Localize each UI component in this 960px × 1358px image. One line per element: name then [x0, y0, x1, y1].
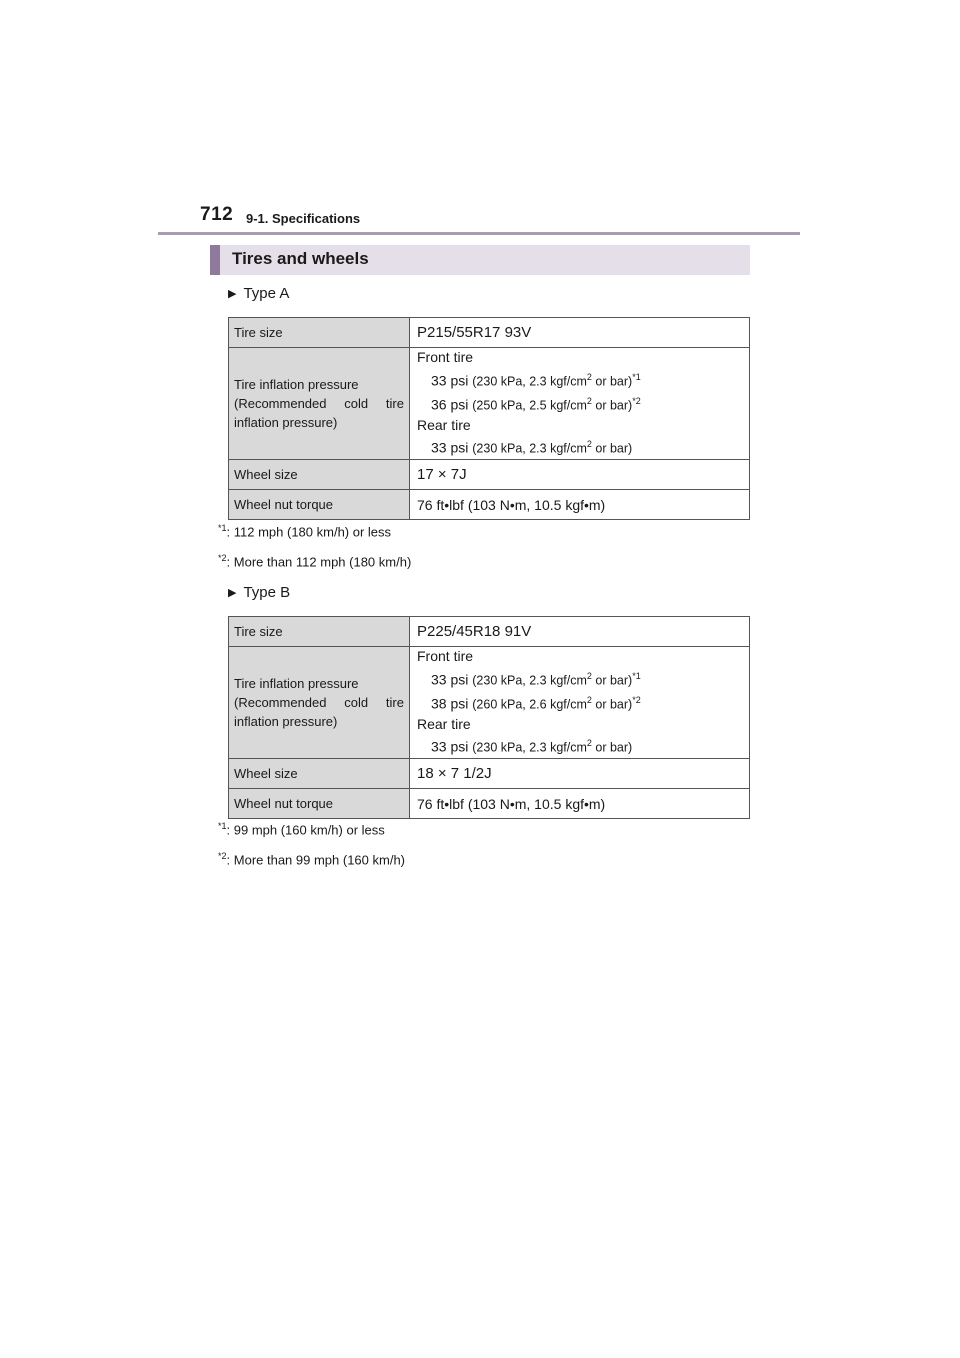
section-title: 9-1. Specifications [246, 211, 361, 226]
pressure-line: 33 psi (230 kPa, 2.3 kgf/$cm^2$ or bar)$^{*1}$ [431, 371, 641, 389]
row-value: P225/45R18 91V [410, 617, 750, 647]
footnote-ref: *2 [632, 694, 641, 705]
footnote-1: $^{*1}$: 99 mph (160 km/h) or less [218, 821, 385, 838]
row-label: Wheel size [229, 759, 410, 789]
table-row [229, 759, 750, 789]
row-value [410, 348, 750, 460]
label-line: inflation pressure) [234, 714, 338, 730]
pressure-line: 33 psi (230 kPa, 2.3 kgf/$cm^2$ or bar)$^{*1}$ [431, 670, 641, 688]
row-value: 76 ft•lbf (103 N•m, 10.5 kgf•m) [410, 490, 750, 520]
row-label [229, 348, 410, 460]
row-label: Wheel nut torque [229, 490, 410, 520]
label-line: (Recommended cold tire [234, 695, 404, 711]
table-row [229, 318, 750, 348]
type-a-label [228, 285, 289, 302]
rear-tire-label: Rear tire [417, 715, 471, 732]
type-a-spec-table [228, 317, 750, 520]
front-tire-label: Front tire [417, 349, 474, 365]
row-label: Wheel size [229, 460, 410, 490]
page-number: 712 [200, 204, 234, 225]
type-a-text: Type A [243, 285, 290, 302]
table-row [229, 460, 750, 490]
table-row [229, 617, 750, 647]
triangle-bullet-icon: ▶ [228, 587, 237, 599]
triangle-bullet-icon: ▶ [228, 288, 237, 300]
type-b-label [228, 584, 290, 601]
type-b-text: Type B [243, 584, 291, 601]
footnote-1: $^{*1}$: 112 mph (180 km/h) or less [218, 523, 392, 540]
footnote-ref: *1 [632, 371, 641, 382]
footnote-2: $^{*2}$: More than 112 mph (180 km/h) [218, 553, 412, 570]
label-line: (Recommended cold tire [234, 396, 404, 412]
footnote-mark: *2 [218, 851, 227, 861]
table-row [229, 647, 750, 759]
table-row [229, 348, 750, 460]
label-line: inflation pressure) [234, 415, 338, 431]
row-value: 76 ft•lbf (103 N•m, 10.5 kgf•m) [410, 789, 750, 819]
pressure-line: 33 psi (230 kPa, 2.3 kgf/$cm^2$ or bar) [431, 439, 633, 456]
rear-tire-label: Rear tire [417, 416, 471, 433]
footnote-2: $^{*2}$: More than 99 mph (160 km/h) [218, 851, 406, 868]
section-heading-text: Tires and wheels [232, 249, 369, 268]
row-label: Tire size [229, 318, 410, 348]
pressure-line: 36 psi (250 kPa, 2.5 kgf/$cm^2$ or bar)$^{*2}$ [431, 395, 641, 413]
pressure-line: 33 psi (230 kPa, 2.3 kgf/$cm^2$ or bar) [431, 738, 633, 755]
row-value: 18 × 7 1/2J [410, 759, 750, 789]
row-label: Wheel nut torque [229, 789, 410, 819]
header-rule [158, 232, 800, 235]
label-line: Tire inflation pressure [234, 676, 359, 692]
type-b-spec-table [228, 616, 750, 819]
table-row [229, 789, 750, 819]
footnote-mark: *1 [218, 523, 227, 533]
row-value: 17 × 7J [410, 460, 750, 490]
row-label: Tire size [229, 617, 410, 647]
pressure-line: 38 psi (260 kPa, 2.6 kgf/$cm^2$ or bar)$^{*2}$ [431, 694, 641, 712]
front-tire-label: Front tire [417, 648, 474, 664]
footnote-mark: *1 [218, 821, 227, 831]
section-heading [210, 245, 750, 275]
footnote-ref: *2 [632, 395, 641, 406]
row-label [229, 647, 410, 759]
label-line: Tire inflation pressure [234, 377, 359, 393]
table-row [229, 490, 750, 520]
footnote-mark: *2 [218, 553, 227, 563]
footnote-ref: *1 [632, 670, 641, 681]
row-value [410, 647, 750, 759]
row-value: P215/55R17 93V [410, 318, 750, 348]
